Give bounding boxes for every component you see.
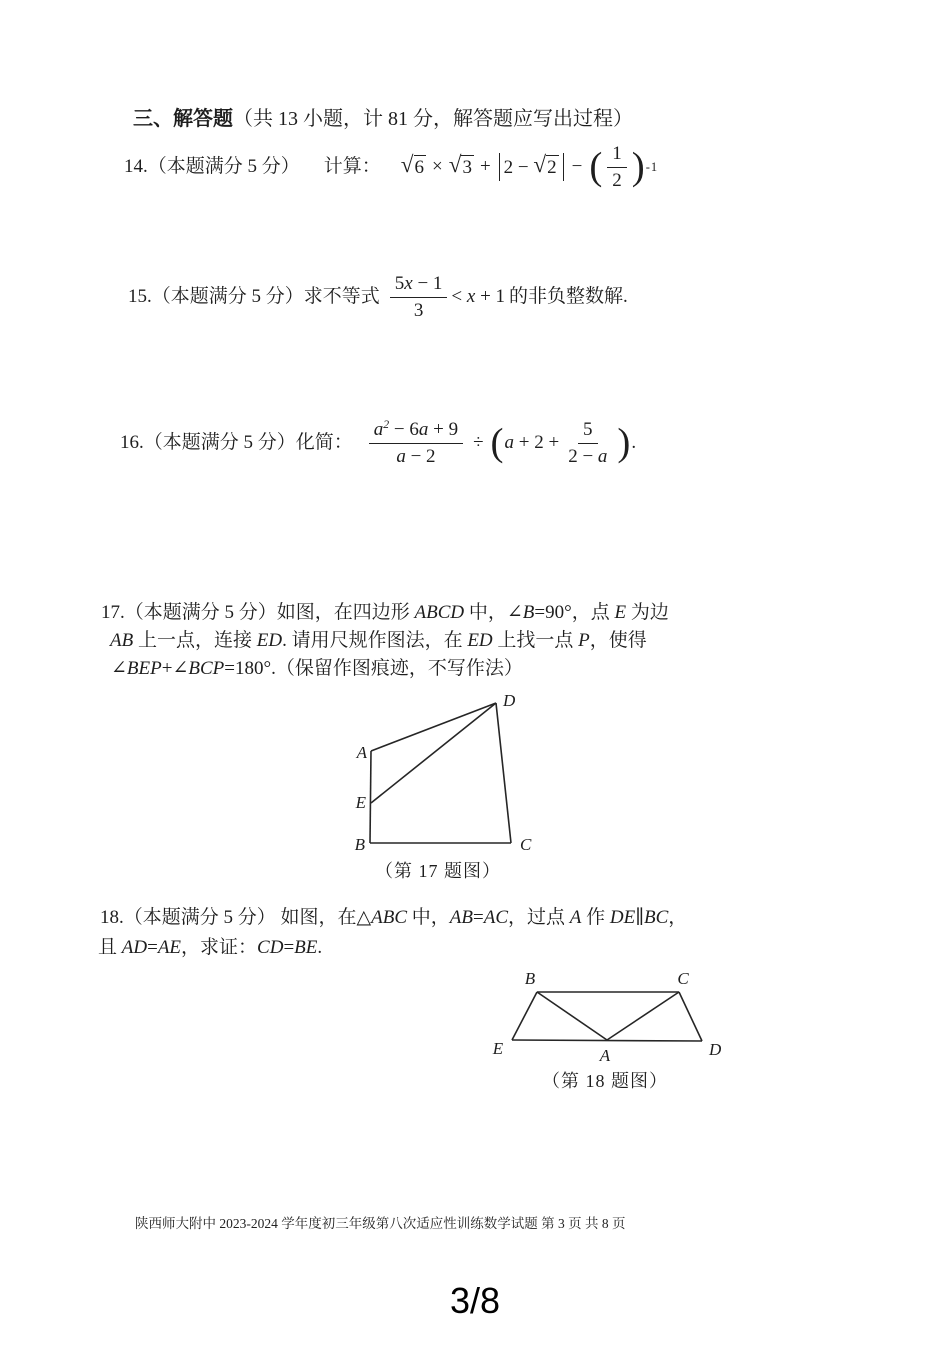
vertex-label-B: B [354, 835, 365, 854]
numerator: 5 [578, 418, 598, 444]
section-detail: （共 13 小题，计 81 分，解答题应写出过程） [233, 108, 633, 130]
sqrt-radical [401, 155, 426, 180]
vertex-label-E: E [492, 1039, 504, 1058]
radicand: √ 3 [462, 156, 472, 178]
abs-content: 2 − [503, 156, 534, 178]
exponent: -1 [645, 159, 659, 174]
numerator: 1 [607, 142, 627, 168]
minus-operator: − [571, 156, 583, 177]
divide-operator: ÷ [473, 432, 484, 453]
plus-operator: + [479, 156, 491, 177]
question-17-line-1: 17.（本题满分 5 分）如图，在四边形 ABCD 中，∠B=90°，点 E 为边 [101, 602, 669, 623]
fraction [607, 142, 627, 193]
sqrt-radical [449, 155, 474, 180]
question-17-line-2: AB 上一点，连接 ED. 请用尺规作图法，在 ED 上找一点 P，使得 [110, 630, 647, 651]
fraction [563, 418, 612, 469]
question-16-formula: $\frac{a^2 - 6a + 9}{a - 2}$ ÷ ( a + 2 + $\frac{5}{2 - a}$ ) . [365, 418, 636, 469]
sqrt-radical [533, 155, 558, 180]
question-15-label: 15.（本题满分 5 分）求不等式 [128, 286, 380, 307]
question-15-formula [386, 272, 505, 323]
question-14-formula: √ 6 × √ 3 + 2 − √ 2 − ( $\frac{1}{2}$ ) -1 [401, 142, 658, 193]
question-15-suffix: 的非负整数解. [509, 286, 628, 307]
vertex-label-C: C [677, 969, 689, 988]
figure-18-caption: （第 18 题图） [542, 1071, 668, 1091]
denominator: 2 [612, 169, 622, 191]
times-operator: × [432, 156, 443, 177]
question-18-line-2: 且 AD=AE，求证：CD=BE. [98, 937, 323, 958]
denominator: 2 − a [568, 445, 608, 467]
question-16 [120, 408, 636, 478]
vertex-label-D: D [503, 691, 516, 710]
denominator: a − 2 [396, 445, 436, 467]
radicand: √ 2 [547, 156, 557, 178]
inequality: < x + 1 [451, 286, 506, 307]
denominator: 3 [413, 299, 424, 321]
question-15 [128, 266, 628, 328]
paren-content: a + 2 + [504, 432, 560, 453]
vertex-label-D: D [709, 1040, 722, 1059]
question-17-line-3: ∠BEP+∠BCP=180°.（保留作图痕迹，不写作法） [111, 658, 523, 679]
vertex-label-A: A [599, 1046, 611, 1065]
vertex-label-A: A [356, 743, 367, 762]
figure-17-caption: （第 17 题图） [375, 861, 501, 881]
figure-18-triangle [480, 963, 735, 1071]
question-14 [124, 136, 658, 198]
section-title: 三、解答题 [133, 108, 233, 130]
page-footer: 陕西师大附中 2023-2024 学年度初三年级第八次适应性训练数学试题 第 3 页 共 8 页 [135, 1216, 626, 1231]
question-14-label: 14.（本题满分 5 分） [124, 156, 300, 177]
absolute-value [499, 153, 564, 182]
question-14-prompt: 计算： [323, 156, 381, 177]
numerator: $a^2 - 6a + 9$ [369, 418, 463, 444]
question-18-line-1: 18.（本题满分 5 分） 如图，在△ABC 中，AB=AC，过点 A 作 DE∥BC， [100, 907, 688, 928]
question-16-label: 16.（本题满分 5 分）化简： [120, 432, 353, 453]
period: . [631, 432, 637, 453]
fraction [390, 272, 448, 323]
fraction [369, 418, 463, 469]
section-header [133, 105, 633, 133]
page-number-indicator: 3/8 [449, 1280, 501, 1321]
vertex-label-E: E [355, 793, 366, 812]
vertex-label-B: B [524, 969, 536, 988]
vertex-label-C: C [520, 835, 532, 854]
figure-17-quadrilateral [338, 686, 543, 861]
radicand: √ 6 [414, 156, 424, 178]
numerator: 5x − 1 [390, 272, 448, 298]
